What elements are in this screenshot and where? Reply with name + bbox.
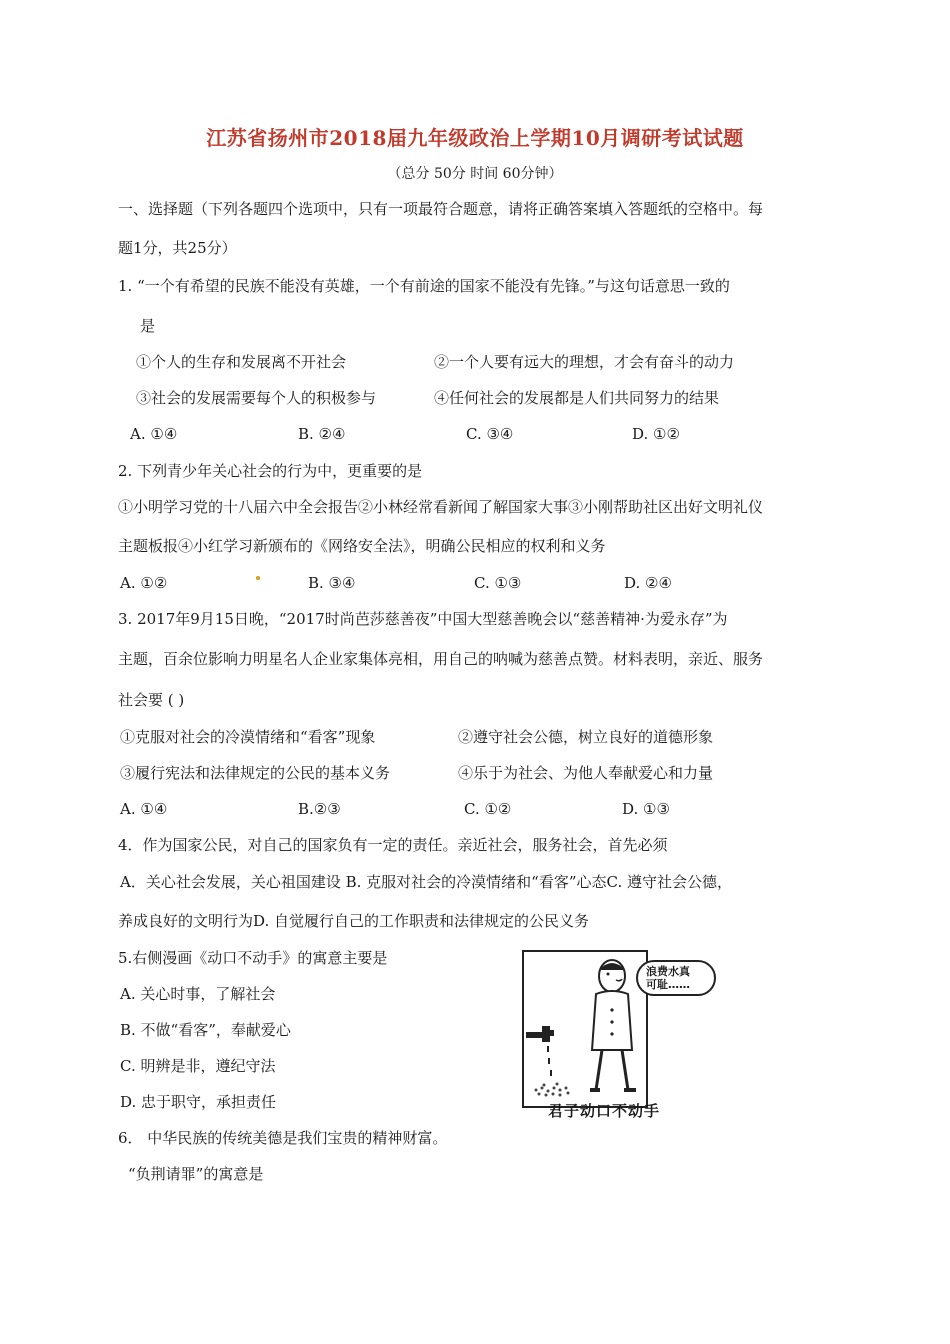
q4-stem: 4．作为国家公民，对自己的国家负有一定的责任。亲近社会，服务社会，首先必须: [118, 836, 668, 854]
q1-statement-3: ③社会的发展需要每个人的积极参与: [136, 389, 377, 407]
stray-dot: [256, 576, 260, 580]
q2-option-d: D. ②④: [624, 574, 672, 592]
q2-option-c: C. ①③: [474, 574, 522, 592]
q3-statement-2: ②遵守社会公德，树立良好的道德形象: [458, 728, 714, 746]
q3-stem-line3: 社会要 ( ): [118, 691, 185, 709]
q3-option-c: C. ①②: [464, 800, 512, 818]
section-heading-line1: 一、选择题（下列各题四个选项中，只有一项最符合题意，请将正确答案填入答题纸的空格中。每: [118, 200, 764, 218]
q3-statement-1: ①克服对社会的冷漠情绪和“看客”现象: [120, 728, 376, 746]
q1-option-d: D. ①②: [632, 425, 680, 443]
q2-statements-line2: 主题板报④小红学习新颁布的《网络安全法》，明确公民相应的权利和义务: [118, 537, 606, 555]
speech-bubble: [636, 960, 716, 996]
q2-statements-line1: ①小明学习党的十八届六中全会报告②小林经常看新闻了解国家大事③小刚帮助社区出好文明礼仪: [118, 498, 764, 516]
q5-option-a: A. 关心时事，了解社会: [120, 985, 276, 1003]
cartoon-panel: [522, 950, 648, 1108]
cartoon-illustration: [524, 952, 646, 1102]
q3-option-a: A. ①④: [120, 800, 168, 818]
q5-option-b: B. 不做“看客”，奉献爱心: [120, 1021, 291, 1039]
q3-option-b: B.②③: [298, 800, 341, 818]
q3-statement-3: ③履行宪法和法律规定的公民的基本义务: [120, 764, 391, 782]
q1-stem-cont: 是: [140, 317, 156, 335]
q5-option-d: D. 忠于职守，承担责任: [120, 1093, 277, 1111]
page-title: 江苏省扬州市2018届九年级政治上学期10月调研考试试题: [206, 126, 744, 150]
q1-option-b: B. ②④: [298, 425, 346, 443]
q3-statement-4: ④乐于为社会、为他人奉献爱心和力量: [458, 764, 714, 782]
q2-option-a: A. ①②: [120, 574, 168, 592]
q1-option-a: A. ①④: [130, 425, 178, 443]
q3-option-d: D. ①③: [622, 800, 670, 818]
q2-option-b: B. ③④: [308, 574, 356, 592]
q5-stem: 5.右侧漫画《动口不动手》的寓意主要是: [118, 949, 388, 967]
q2-stem: 2. 下列青少年关心社会的行为中，更重要的是: [118, 462, 423, 480]
q6-stem: 6． 中华民族的传统美德是我们宝贵的精神财富。: [118, 1129, 448, 1147]
q3-stem-line2: 主题，百余位影响力明星名人企业家集体亮相，用自己的呐喊为慈善点赞。材料表明，亲近、服务: [118, 650, 764, 668]
q1-statement-1: ①个人的生存和发展离不开社会: [136, 353, 347, 371]
q1-stem: 1. “一个有希望的民族不能没有英雄，一个有前途的国家不能没有先锋。”与这句话意思一致的: [118, 277, 730, 295]
q5-option-c: C. 明辨是非，遵纪守法: [120, 1057, 276, 1075]
q4-options-line2: 养成良好的文明行为D. 自觉履行自己的工作职责和法律规定的公民义务: [118, 912, 590, 930]
q1-statement-2: ②一个人要有远大的理想，才会有奋斗的动力: [434, 353, 735, 371]
q4-options-line1: A．关心社会发展，关心祖国建设 B. 克服对社会的冷漠情绪和“看客”心态C. 遵守社会公德，: [120, 873, 732, 891]
section-heading-line2: 题1分，共25分）: [118, 239, 237, 257]
q1-statement-4: ④任何社会的发展都是人们共同努力的结果: [434, 389, 720, 407]
speech-bubble-line2: 可耻……: [646, 978, 690, 991]
q1-option-c: C. ③④: [466, 425, 514, 443]
q3-stem-line1: 3. 2017年9月15日晚，“2017时尚芭莎慈善夜”中国大型慈善晚会以“慈善精神·为爱永存”为: [118, 610, 728, 628]
score-time-info: （总分 50分 时间 60分钟）: [387, 166, 563, 182]
cartoon-caption: 君子动口不动手: [548, 1102, 661, 1120]
speech-bubble-line1: 浪费水真: [646, 965, 690, 978]
q6-stem-cont: “负荆请罪”的寓意是: [128, 1165, 264, 1183]
